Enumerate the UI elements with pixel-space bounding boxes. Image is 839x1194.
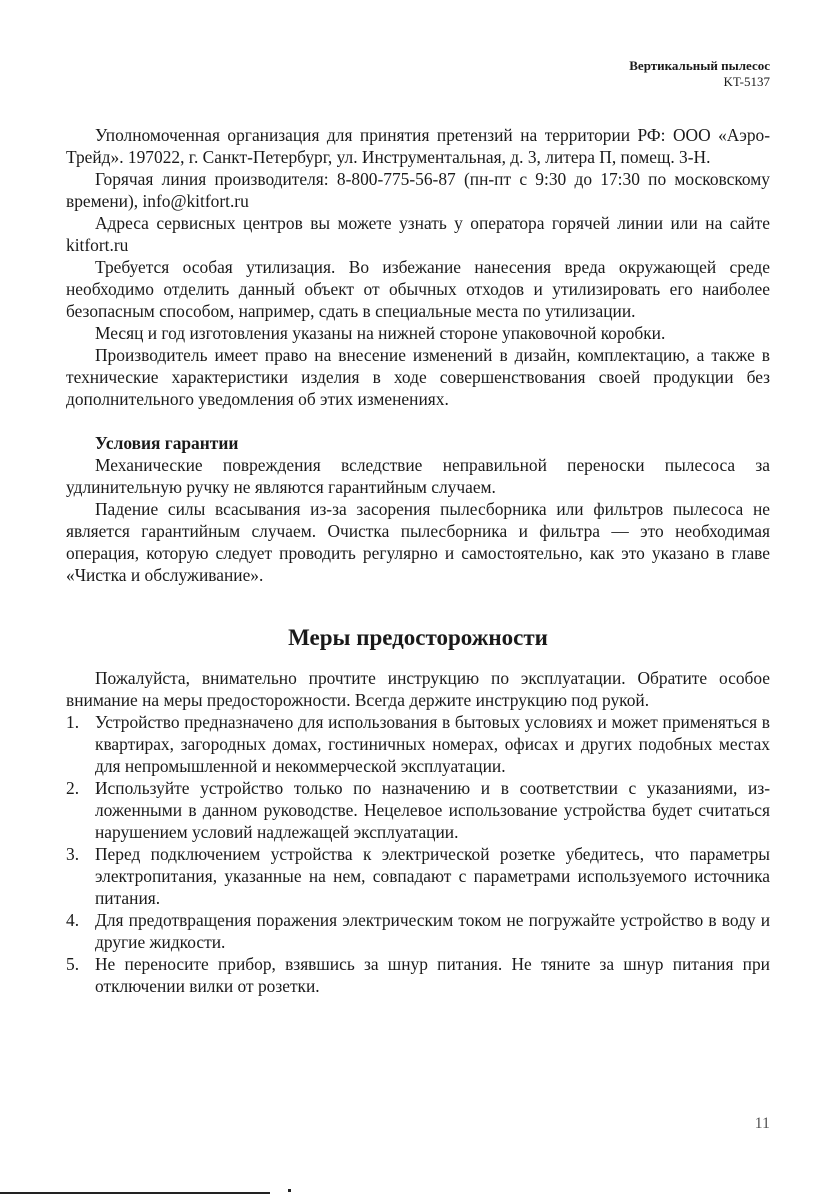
list-item xyxy=(66,711,770,777)
list-item xyxy=(66,953,770,997)
precautions-heading: Меры предосторожности xyxy=(288,625,548,650)
warranty-heading: Условия гарантии xyxy=(95,433,239,453)
list-item-number: 5. xyxy=(66,954,80,974)
intro-paragraph: Производитель имеет право на внесение изменений в дизайн, комплектацию, а также в технические характеристики изделия в ходе совершенствования своей продукции без дополнительного уведомления об этих изменениях. xyxy=(66,345,770,409)
list-item-text: Не переносите прибор, взявшись за шнур питания. Не тяните за шнур питания при отключении вилки от розетки. xyxy=(95,954,770,996)
list-item-text: Устройство предназначено для использования в бытовых условиях и может применяться в квартирах, загородных домах, гостиничных номерах, офисах и других подобных местах для непромышленной и некоммерческой эксплуатации. xyxy=(95,712,770,776)
page-header xyxy=(629,58,770,90)
intro-paragraph: Уполномоченная организация для принятия претензий на территории РФ: ООО «Аэро-Трейд». 197022, г. Санкт-Петербург, ул. Инструментальная, д. 3, литера П, помещ. 3-Н. xyxy=(66,125,770,167)
list-item xyxy=(66,777,770,843)
list-item xyxy=(66,909,770,953)
precautions-list xyxy=(66,711,770,997)
precautions-intro: Пожалуйста, внимательно прочтите инструкцию по эксплуатации. Обратите особое внимание на меры предосторожности. Всегда держите инструкцию под рукой. xyxy=(66,668,770,710)
model-number: KT-5137 xyxy=(723,74,770,89)
list-item-text: Перед подключением устройства к электрической розетке убедитесь, что параметры электропитания, указанные на нем, совпадают с параметрами используемого источника питания. xyxy=(95,844,770,908)
intro-paragraph: Адреса сервисных центров вы можете узнать у оператора горячей линии или на сайте kitfort.ru xyxy=(66,213,770,255)
intro-paragraph: Требуется особая утилизация. Во избежание нанесения вреда окружающей среде необходимо отделить данный объект от обычных отходов и утилизировать его наиболее безопасным способом, например, сдать в специальные места по утилизации. xyxy=(66,257,770,321)
list-item-number: 2. xyxy=(66,778,80,798)
list-item xyxy=(66,843,770,909)
list-item-text: Используйте устройство только по назначению и в соответствии с указаниями, изложенными в данном руководстве. Нецелевое использование устройства будет считаться нарушением условий надлежащей эксплуатации. xyxy=(95,778,770,842)
list-item-number: 3. xyxy=(66,844,80,864)
intro-paragraph: Горячая линия производителя: 8-800-775-56-87 (пн-пт с 9:30 до 17:30 по московскому времени), info@kitfort.ru xyxy=(66,169,770,211)
warranty-paragraph: Механические повреждения вследствие неправильной переноски пылесоса за удлинительную ручку не являются гарантийным случаем. xyxy=(66,455,770,497)
warranty-paragraph: Падение силы всасывания из-за засорения пылесборника или фильтров пылесоса не является гарантийным случаем. Очистка пылесборника и фильтра — это необходимая операция, которую следует проводить регулярно и самостоятельно, как это указано в главе «Чистка и обслуживание». xyxy=(66,499,770,585)
product-name: Вертикальный пылесос xyxy=(629,58,770,73)
page-content xyxy=(66,124,770,997)
page-number: 11 xyxy=(754,1115,770,1132)
footer-mark xyxy=(288,1189,291,1192)
list-item-text: Для предотвращения поражения электрическим током не погружайте устройство в воду и другие жидкости. xyxy=(95,910,770,952)
list-item-number: 1. xyxy=(66,712,80,732)
list-item-number: 4. xyxy=(66,910,80,930)
intro-paragraph: Месяц и год изготовления указаны на нижней стороне упаковочной коробки. xyxy=(95,323,666,343)
